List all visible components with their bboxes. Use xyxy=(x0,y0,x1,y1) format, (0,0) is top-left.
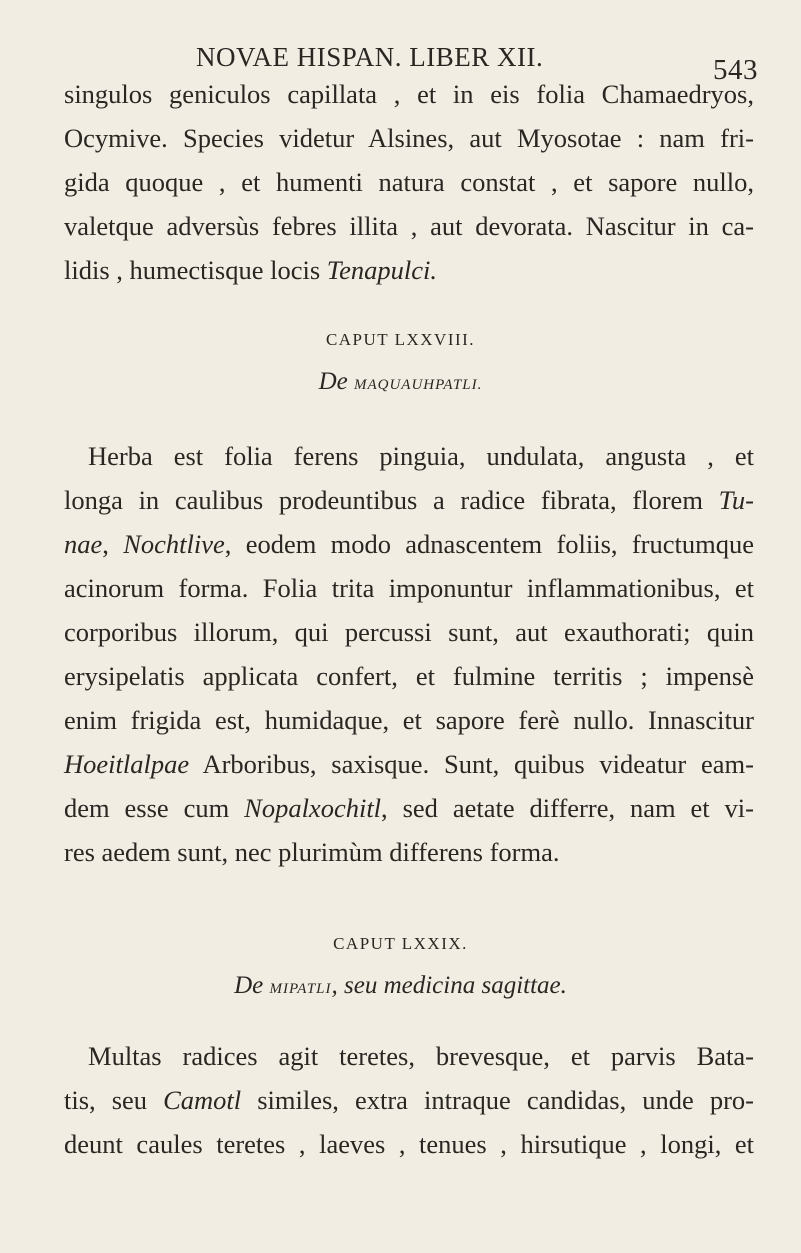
text-line: deunt caules teretes , laeves , tenues , hirsutique , longi, et xyxy=(64,1129,754,1159)
chapter-heading: CAPUT LXXIX. xyxy=(333,934,468,953)
text-line: singulos geniculos capillata , et in eis folia Chamaedryos, xyxy=(64,79,754,109)
text-line: nae, Nochtlive, eodem modo adnascentem foliis, fructumque xyxy=(64,529,754,559)
text-line: erysipelatis applicata confert, et fulmine territis ; impensè xyxy=(64,661,754,691)
paragraph-continuation xyxy=(64,72,754,292)
text-line: dem esse cum Nopalxochitl, sed aetate differre, nam et vi- xyxy=(64,793,754,823)
text-line: corporibus illorum, qui percussi sunt, aut exauthorati; quin xyxy=(64,617,754,647)
text-line: gida quoque , et humenti natura constat , et sapore nullo, xyxy=(64,167,754,197)
text-line: enim frigida est, humidaque, et sapore ferè nullo. Innascitur xyxy=(64,705,754,735)
text-line: longa in caulibus prodeuntibus a radice fibrata, florem Tu- xyxy=(64,485,754,515)
text-line: Hoeitlalpae Arboribus, saxisque. Sunt, quibus videatur eam- xyxy=(64,749,754,779)
paragraph xyxy=(64,1034,754,1166)
running-title: NOVAE HISPAN. LIBER XII. xyxy=(196,42,544,72)
place-name: Tenapulci. xyxy=(326,255,437,285)
chapter-heading: CAPUT LXXVIII. xyxy=(325,330,476,349)
text-line: Herba est folia ferens pinguia, undulata, angusta , et xyxy=(88,441,754,471)
text-line: Ocymive. Species videtur Alsines, aut Myosotae : nam fri- xyxy=(64,123,754,153)
text-line: acinorum forma. Folia trita imponuntur inflammationibus, et xyxy=(64,573,754,603)
text-line: lidis , humectisque locis Tenapulci. xyxy=(64,255,437,285)
chapter-title: De MAQUAUHPATLI. xyxy=(318,368,483,395)
paragraph xyxy=(64,434,754,874)
page-number: 543 xyxy=(713,54,758,86)
text-line: Multas radices agit teretes, brevesque, et parvis Bata- xyxy=(88,1041,754,1071)
text-line: res aedem sunt, nec plurimùm differens forma. xyxy=(64,837,560,867)
text-line: tis, seu Camotl similes, extra intraque candidas, unde pro- xyxy=(64,1085,754,1115)
chapter-title: De MIPATLI, seu medicina sagittae. xyxy=(234,972,567,999)
text-line: valetque adversùs febres illita , aut devorata. Nascitur in ca- xyxy=(64,211,754,241)
